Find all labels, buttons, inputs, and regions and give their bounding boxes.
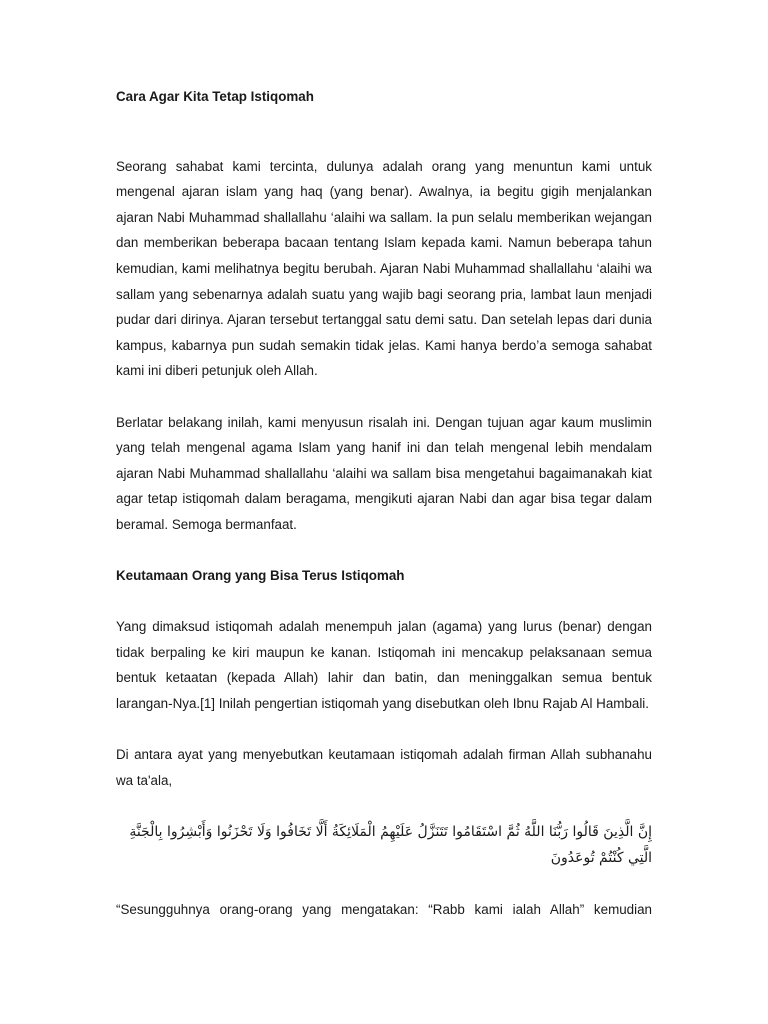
spacer (116, 538, 652, 564)
paragraph-background: Berlatar belakang inilah, kami menyusun risalah ini. Dengan tujuan agar kaum muslimin yang telah mengenal agama Islam yang hanif ini dan telah mengenal lebih mendalam ajaran Nabi Muhammad shallallahu ‘alaihi wa sallam bisa mengetahui bagaimanakah kiat agar tetap istiqomah dalam beragama, mengikuti ajaran Nabi dan agar bisa tegar dalam beramal. Semoga bermanfaat. (116, 414, 652, 532)
section-heading: Keutamaan Orang yang Bisa Terus Istiqomah (116, 568, 405, 584)
spacer (116, 793, 652, 819)
spacer (116, 717, 652, 743)
spacer (116, 871, 652, 897)
spacer (116, 110, 652, 154)
spacer (116, 384, 652, 410)
arabic-verse: إِنَّ الَّذِينَ قَالُوا رَبُّنَا اللَّهُ ثُمَّ اسْتَقَامُوا تَتَنَزَّلُ عَلَيْهِمُ الْمَلَائِكَةُ أَلَّا تَخَافُوا وَلَا تَحْزَنُوا وَأَبْشِرُوا بِالْجَنَّةِ الَّتِي كُنْتُمْ تُوعَدُونَ (129, 824, 652, 867)
document-page (116, 84, 652, 922)
paragraph-definition: Yang dimaksud istiqomah adalah menempuh jalan (agama) yang lurus (benar) dengan tidak berpaling ke kiri maupun ke kanan. Istiqomah ini mencakup pelaksanaan semua bentuk ketaatan (kepada Allah) lahir dan batin, dan meninggalkan semua bentuk larangan-Nya.[1] Inilah pengertian istiqomah yang disebutkan oleh Ibnu Rajab Al Hambali. (116, 619, 652, 712)
spacer (116, 589, 652, 615)
document-title: Cara Agar Kita Tetap Istiqomah (116, 89, 314, 104)
paragraph-intro: Seorang sahabat kami tercinta, dulunya adalah orang yang menuntun kami untuk mengenal ajaran islam yang haq (yang benar). Awalnya, ia begitu gigih menjalankan ajaran Nabi Muhammad shallallahu ‘alaihi wa sallam. Ia pun selalu memberikan wejangan dan memberikan beberapa bacaan tentang Islam kepada kami. Namun beberapa tahun kemudian, kami melihatnya begitu berubah. Ajaran Nabi Muhammad shallallahu ‘alaihi wa sallam yang sebenarnya adalah suatu yang wajib bagi seorang pria, lambat laun menjadi pudar dari dirinya. Ajaran tersebut tertanggal satu demi satu. Dan setelah lepas dari dunia kampus, kabarnya pun sudah semakin tidak jelas. Kami hanya berdo’a semoga sahabat kami ini diberi petunjuk oleh Allah. (116, 158, 652, 379)
paragraph-translation: “Sesungguhnya orang-orang yang mengatakan: “Rabb kami ialah Allah” kemudian (116, 901, 652, 917)
paragraph-verse-intro: Di antara ayat yang menyebutkan keutamaan istiqomah adalah firman Allah subhanahu wa ta'ala, (116, 747, 652, 788)
